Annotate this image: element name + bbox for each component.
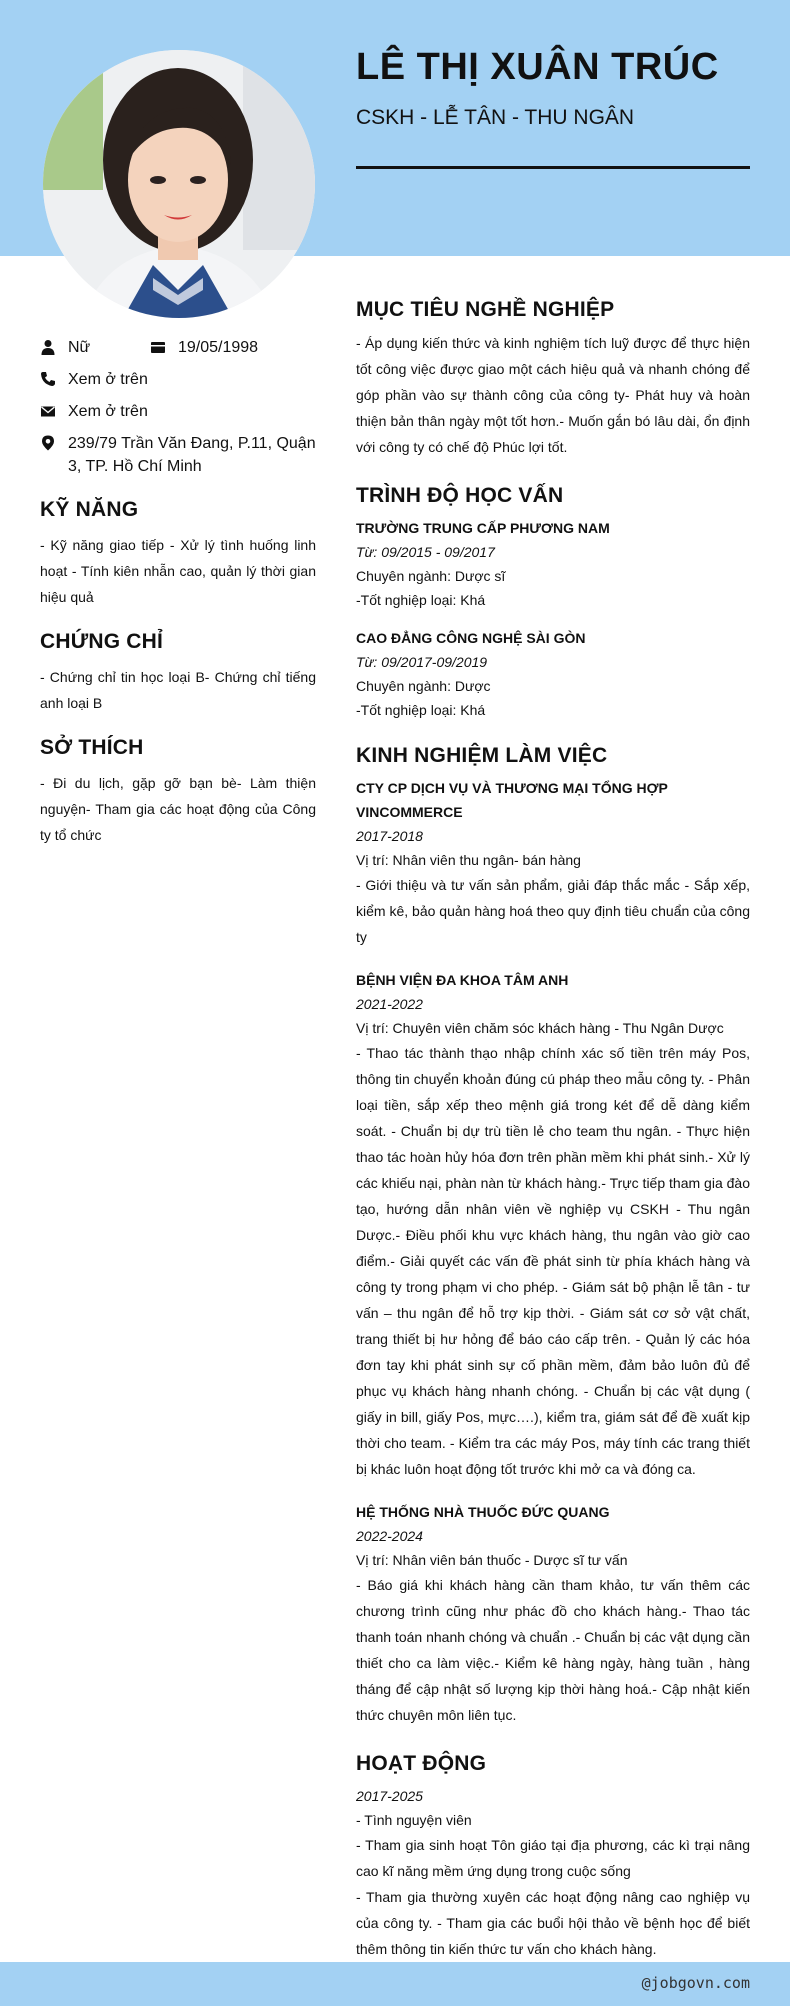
education-entry — [356, 516, 750, 612]
education-grade: -Tốt nghiệp loại: Khá — [356, 702, 486, 718]
footer-watermark: @jobgovn.com — [641, 1974, 750, 1992]
experience-description: - Giới thiệu và tư vấn sản phẩm, giải đáp thắc mắc - Sắp xếp, kiểm kê, bảo quản hàng hoá theo quy định tiêu chuẩn của công ty — [356, 877, 750, 945]
experience-entry — [356, 776, 750, 950]
address-value: 239/79 Trần Văn Đang, P.11, Quận 3, TP. Hồ Chí Minh — [68, 435, 316, 475]
phone-row — [40, 368, 316, 391]
experience-entry — [356, 1500, 750, 1728]
skills-section — [40, 498, 316, 610]
right-column — [356, 298, 750, 1980]
calendar-icon — [150, 339, 166, 355]
email-row — [40, 400, 316, 423]
experience-period: 2021-2022 — [356, 996, 423, 1012]
experience-title: KINH NGHIỆM LÀM VIỆC — [356, 744, 608, 767]
activity-item: - Tham gia sinh hoạt Tôn giáo tại địa phương, các kì trại nâng cao kĩ năng mềm ứng dụng trong cuộc sống — [356, 1837, 750, 1879]
activity-item: - Tham gia thường xuyên các hoạt động nâng cao nghiệp vụ của công ty. - Tham gia các buổi hội thảo về bệnh học để biết thêm thông tin kiến thức tư vấn cho khách hàng. — [356, 1889, 750, 1957]
objective-text: - Áp dụng kiến thức và kinh nghiệm tích luỹ được để thực hiện tốt công việc được giao một cách hiệu quả và nhanh chóng để góp phần vào sự thành công của công ty- Phát huy và hoàn thiện bản thân ngày một tốt hơn.- Muốn gắn bó lâu dài, ổn định với công ty có chế độ Phúc lợi tốt. — [356, 335, 750, 455]
activities-role: - Tình nguyện viên — [356, 1812, 472, 1828]
objective-title: MỤC TIÊU NGHỀ NGHIỆP — [356, 298, 615, 321]
school-name: TRƯỜNG TRUNG CẤP PHƯƠNG NAM — [356, 520, 610, 536]
certificates-section — [40, 630, 316, 716]
birthdate-value: 19/05/1998 — [178, 339, 259, 356]
hobbies-section — [40, 736, 316, 848]
education-entry — [356, 626, 750, 722]
education-period: Từ: 09/2015 - 09/2017 — [356, 544, 495, 560]
experience-position: Vị trí: Nhân viên bán thuốc - Dược sĩ tư vấn — [356, 1552, 628, 1568]
education-major: Chuyên ngành: Dược — [356, 678, 491, 694]
profile-photo — [43, 50, 315, 318]
hobbies-title: SỞ THÍCH — [40, 736, 144, 759]
experience-position: Vị trí: Nhân viên thu ngân- bán hàng — [356, 852, 581, 868]
certificates-title: CHỨNG CHỈ — [40, 630, 164, 653]
education-title: TRÌNH ĐỘ HỌC VẤN — [356, 484, 564, 507]
person-icon — [40, 339, 56, 355]
gender-value: Nữ — [68, 339, 91, 356]
education-major: Chuyên ngành: Dược sĩ — [356, 568, 506, 584]
experience-description: - Báo giá khi khách hàng cần tham khảo, tư vấn thêm các chương trình cũng như phác đồ cho khách hàng.- Thao tác thanh toán nhanh chóng và chuẩn .- Chuẩn bị các vật dụng cần thiết cho ca làm việc.- Kiểm kê hàng ngày, hàng tuần , hàng tháng để cập nhật số lượng kịp thời hàng hoá.- Cập nhật kiến thức chuyên môn liên tục. — [356, 1577, 750, 1723]
education-grade: -Tốt nghiệp loại: Khá — [356, 592, 486, 608]
portrait-illustration — [43, 50, 315, 318]
address-row — [40, 432, 316, 478]
candidate-name: LÊ THỊ XUÂN TRÚC — [356, 46, 719, 88]
envelope-icon — [40, 403, 56, 419]
activities-section — [356, 1752, 750, 1962]
company-name: CTY CP DỊCH VỤ VÀ THƯƠNG MẠI TỔNG HỢP VINCOMMERCE — [356, 780, 668, 820]
candidate-role: CSKH - LỄ TÂN - THU NGÂN — [356, 106, 635, 129]
education-section — [356, 484, 750, 722]
certificates-text: - Chứng chỉ tin học loại B- Chứng chỉ tiếng anh loại B — [40, 669, 316, 711]
hobbies-text: - Đi du lịch, gặp gỡ bạn bè- Làm thiện nguyện- Tham gia các hoạt động của Công ty tổ chức — [40, 775, 316, 843]
activities-period: 2017-2025 — [356, 1788, 423, 1804]
activities-title: HOẠT ĐỘNG — [356, 1752, 487, 1775]
company-name: HỆ THỐNG NHÀ THUỐC ĐỨC QUANG — [356, 1504, 610, 1520]
email-value: Xem ở trên — [68, 403, 148, 420]
phone-icon — [40, 371, 56, 387]
education-period: Từ: 09/2017-09/2019 — [356, 654, 488, 670]
header-divider — [356, 166, 750, 169]
location-pin-icon — [40, 435, 56, 451]
skills-title: KỸ NĂNG — [40, 498, 139, 521]
company-name: BỆNH VIỆN ĐA KHOA TÂM ANH — [356, 972, 569, 988]
objective-section — [356, 298, 750, 460]
left-column — [40, 336, 316, 848]
experience-period: 2022-2024 — [356, 1528, 423, 1544]
skills-text: - Kỹ năng giao tiếp - Xử lý tình huống linh hoạt - Tính kiên nhẫn cao, quản lý thời gian hiệu quả — [40, 537, 316, 605]
experience-entry — [356, 968, 750, 1482]
experience-section — [356, 744, 750, 1728]
experience-period: 2017-2018 — [356, 828, 423, 844]
gender-birthdate-row — [40, 336, 316, 359]
experience-position: Vị trí: Chuyên viên chăm sóc khách hàng - Thu Ngân Dược — [356, 1020, 724, 1036]
experience-description: - Thao tác thành thạo nhập chính xác số tiền trên máy Pos, thông tin chuyển khoản đúng cú pháp theo mẫu công ty. - Phân loại tiền, sắp xếp theo mệnh giá trong két để dễ dàng kiểm soát. - Chuẩn bị dự trù tiền lẻ cho team thu ngân. - Thực hiện thao tác hoàn hủy hóa đơn trên phần mềm khi phát sinh.- Xử lý các khiếu nại, phàn nàn từ khách hàng.- Trực tiếp tham gia đào tạo, hướng dẫn nhân viên về nghiệp vụ CSKH - Thu ngân Dược.- Điều phối khu vực khách hàng, thu ngân vào giờ cao điểm.- Giải quyết các vấn đề phát sinh từ phía khách hàng và công ty trong phạm vi cho phép. - Giám sát bộ phận lễ tân - tư vấn – thu ngân để hỗ trợ kịp thời. - Giám sát cơ sở vật chất, trang thiết bị hư hỏng để báo cáo cấp trên. - Quản lý các hóa đơn tay khi phát sinh sự cố phần mềm, đảm bảo luôn đủ để phục vụ khách hàng nhanh chóng. - Chuẩn bị các vật dụng ( giấy in bill, giấy Pos, mực….), kiểm tra, giám sát để đề xuất kịp thời cho team. - Kiểm tra các máy Pos, máy tính các trang thiết bị khác luôn hoạt động tốt trước khi mở ca và đóng ca. — [356, 1045, 750, 1477]
phone-value: Xem ở trên — [68, 371, 148, 388]
school-name: CAO ĐẲNG CÔNG NGHỆ SÀI GÒN — [356, 630, 586, 646]
